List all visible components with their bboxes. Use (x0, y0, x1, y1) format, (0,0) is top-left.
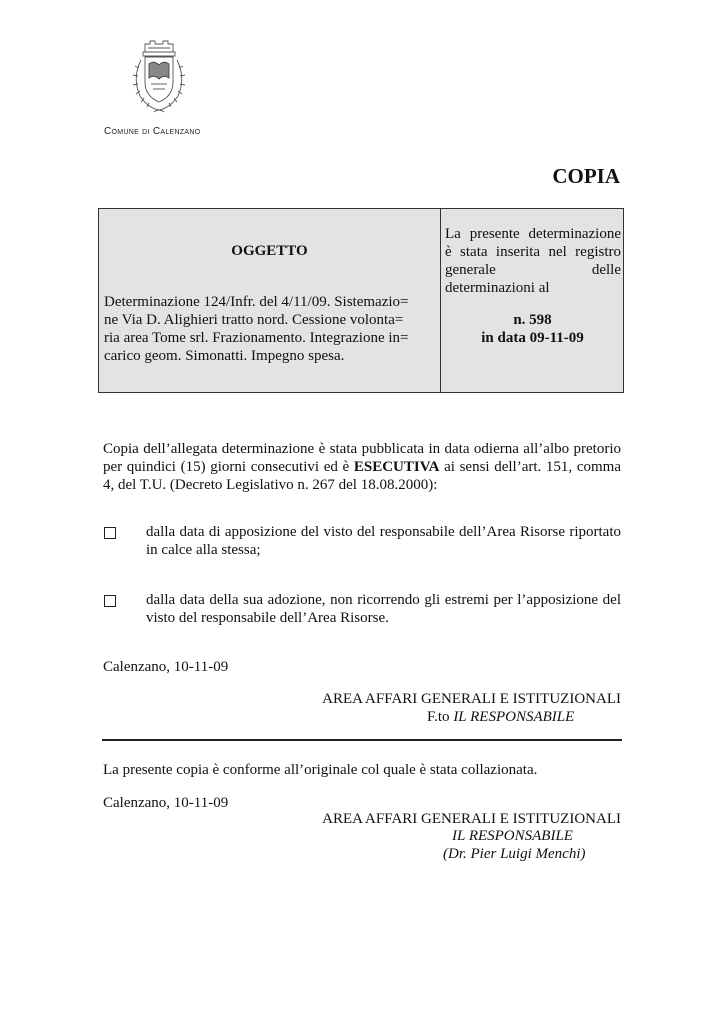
subject-registry-box (98, 208, 624, 393)
option2-checkbox[interactable] (104, 595, 116, 607)
oggetto-line: Determinazione 124/Infr. del 4/11/09. Sistemazio= (104, 294, 409, 310)
publication-text-2: ai sensi dell’art. 151, comma 4, del T.U. (Decreto Legislativo n. 267 del 18.08.2000): (103, 459, 621, 493)
oggetto-description (104, 293, 430, 365)
area-title-2: AREA AFFARI GENERALI E ISTITUZIONALI (322, 811, 621, 827)
executive-keyword: ESECUTIVA (353, 459, 440, 475)
publication-text-1: Copia dell’allegata determinazione è stata pubblicata in data odierna all’albo pretorio per quindici (15) giorni consecutivi ed è (103, 441, 621, 475)
box-divider (440, 209, 441, 392)
comune-coat-of-arms-logo (126, 38, 192, 120)
responsabile-2: IL RESPONSABILE (452, 828, 573, 844)
oggetto-line: carico geom. Simonatti. Impegno spesa. (104, 348, 345, 364)
oggetto-line: ne Via D. Alighieri tratto nord. Cessione volonta= (104, 312, 404, 328)
registry-note: La presente determinazione è stata inserita nel registro generale delle determinazioni al (445, 226, 621, 296)
place-date-1: Calenzano, 10-11-09 (103, 659, 229, 675)
conformity-statement: La presente copia è conforme all’originale col quale è stata collazionata. (103, 762, 538, 778)
registry-entry (440, 311, 625, 347)
oggetto-line: ria area Tome srl. Frazionamento. Integrazione in= (104, 330, 409, 346)
responsabile-1: IL RESPONSABILE (453, 709, 575, 725)
option2-text: dalla data della sua adozione, non ricorrendo gli estremi per l’apposizione del visto del responsabile dell’Area Risorse. (146, 592, 621, 626)
registry-number: n. 598 (513, 312, 552, 328)
signature-line-1 (427, 708, 574, 726)
option1-text: dalla data di apposizione del visto del responsabile dell’Area Risorse riportato in calce alla stessa; (146, 524, 621, 558)
oggetto-title: OGGETTO (231, 243, 308, 259)
registry-date: in data 09-11-09 (481, 330, 584, 346)
comune-name (104, 126, 201, 137)
place-date-2: Calenzano, 10-11-09 (103, 795, 229, 811)
document-copy-label: COPIA (552, 164, 620, 188)
option1-checkbox[interactable] (104, 527, 116, 539)
area-title-1: AREA AFFARI GENERALI E ISTITUZIONALI (322, 691, 621, 707)
fto-prefix: F.to (427, 709, 454, 725)
comune-name-text: Comune di Calenzano (104, 126, 201, 137)
section-divider (102, 739, 622, 741)
publication-paragraph (103, 440, 621, 494)
signer-name: (Dr. Pier Luigi Menchi) (443, 846, 586, 862)
